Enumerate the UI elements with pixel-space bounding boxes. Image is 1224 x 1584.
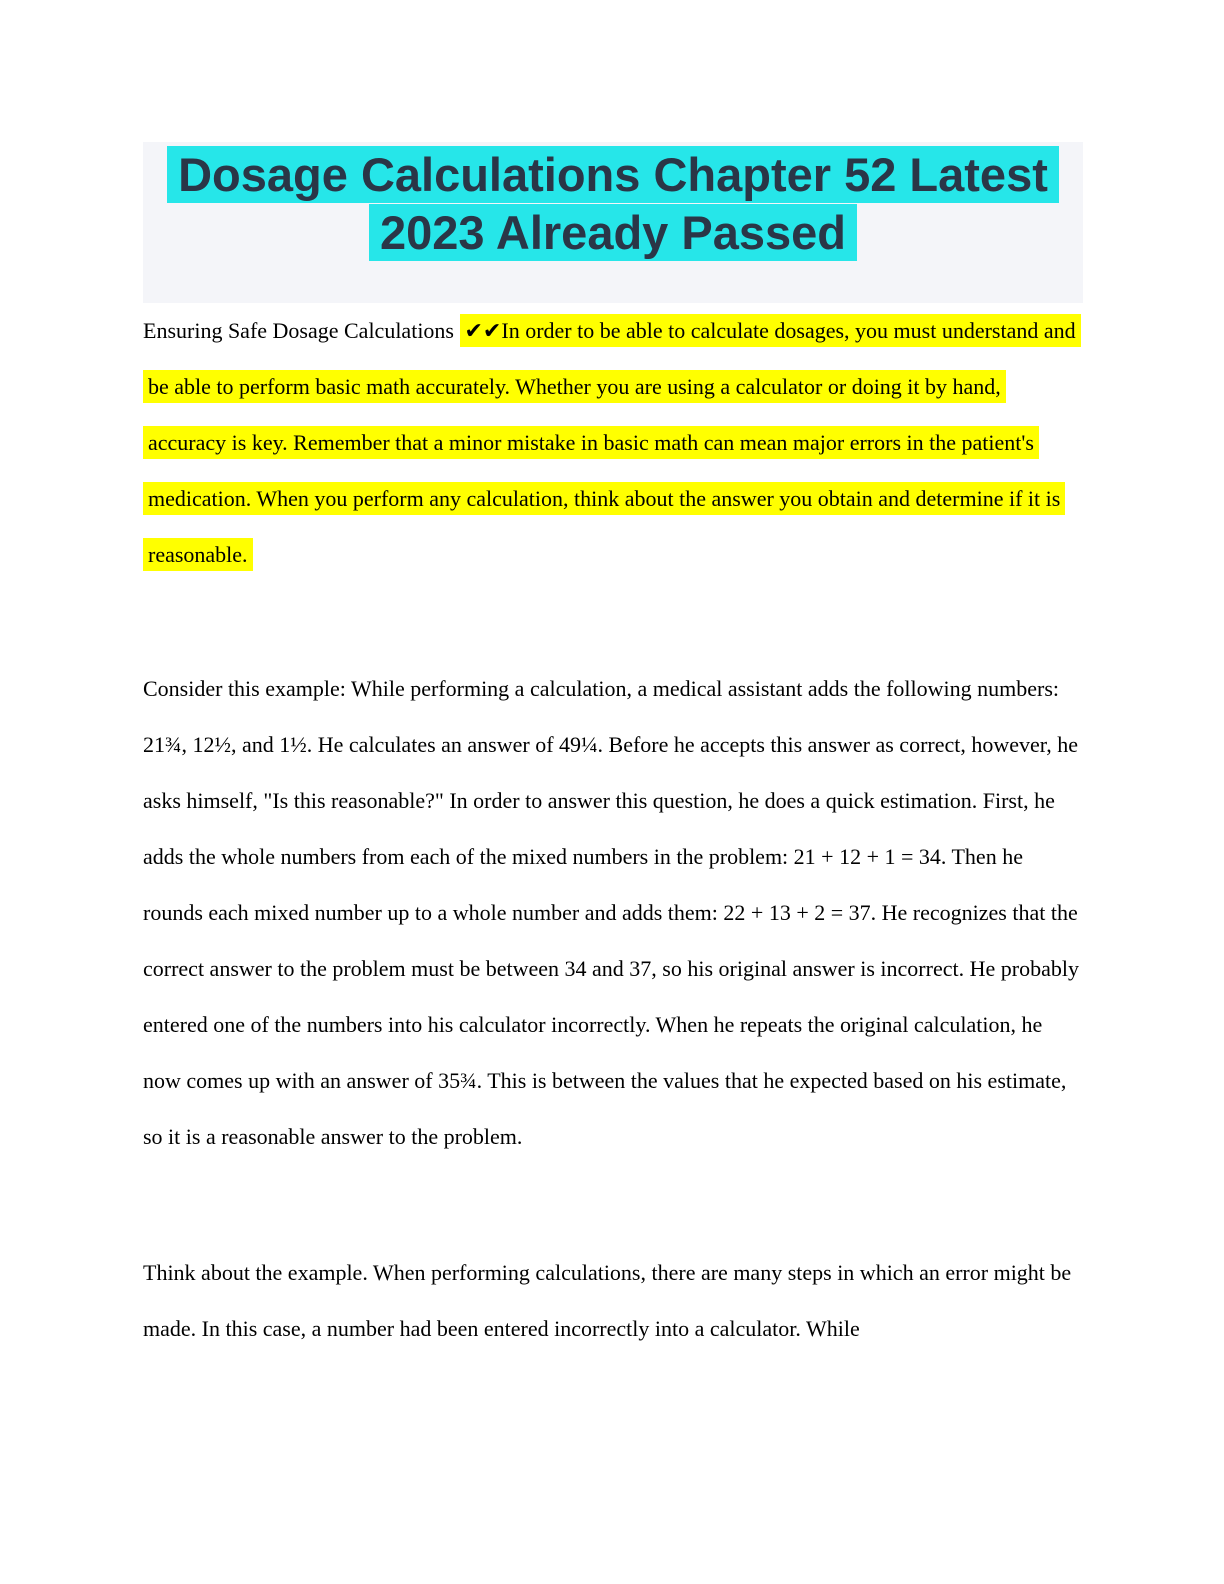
paragraph-intro — [143, 303, 1083, 583]
paragraph-intro-lead-text: Ensuring Safe Dosage Calculations — [143, 318, 460, 343]
document-content — [143, 0, 1083, 1357]
paragraph-example: Consider this example: While performing a calculation, a medical assistant adds the following numbers: 21¾, 12½, and 1½. He calculates an answer of 49¼. Before he accepts this answer as correct, however, he asks himself, "Is this reasonable?" In order to answer this question, he does a quick estimation. First, he adds the whole numbers from each of the mixed numbers in the problem: 21 + 12 + 1 = 34. Then he rounds each mixed number up to a whole number and adds them: 22 + 13 + 2 = 37. He recognizes that the correct answer to the problem must be between 34 and 37, so his original answer is incorrect. He probably entered one of the numbers into his calculator incorrectly. When he repeats the original calculation, he now comes up with an answer of 35¾. This is between the values that he expected based on his estimate, so it is a reasonable answer to the problem. — [143, 676, 1079, 1149]
title-highlight-block — [143, 142, 1083, 303]
page-title-text: Dosage Calculations Chapter 52 Latest 2023 Already Passed — [167, 146, 1059, 261]
paragraph-think-about: Think about the example. When performing calculations, there are many steps in which an error might be made. In this case, a number had been entered incorrectly into a calculator. While — [143, 1260, 1072, 1341]
page-title — [143, 146, 1083, 262]
paragraph-intro-highlighted-text: ✔✔In order to be able to calculate dosages, you must understand and be able to perform basic math accurately. Whether you are using a calculator or doing it by hand, accuracy is key. Remember that a minor mistake in basic math can mean major errors in the patient's medication. When you perform any calculation, think about the answer you obtain and determine if it is reasonable. — [143, 314, 1081, 571]
